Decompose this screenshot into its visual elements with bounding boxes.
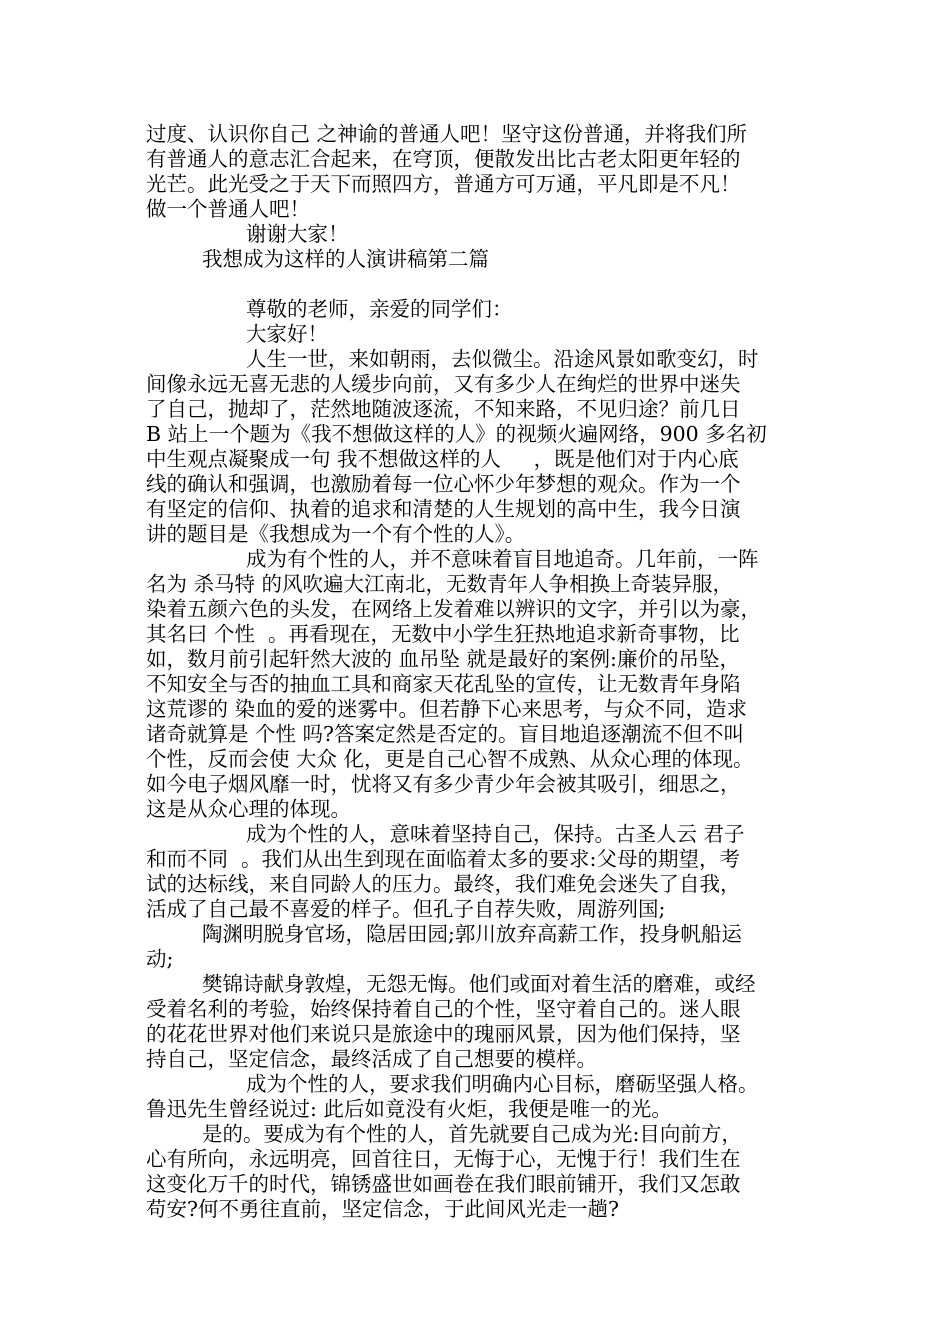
- text-line: 线的确认和强调，也激励着每一位心怀少年梦想的观众。作为一个: [146, 472, 741, 496]
- text-line: 有坚定的信仰、执着的追求和清楚的人生规划的高中生，我今日演: [146, 497, 741, 521]
- text-line: 名为 杀马特 的风吹遍大江南北，无数青年人争相换上奇装异服，: [146, 572, 734, 596]
- text-line: 心有所向，永远明亮，回首往日，无悔于心，无愧于行！我们生在: [146, 1147, 741, 1171]
- text-line: 不知安全与否的抽血工具和商家天花乱坠的宣传，让无数青年身陷: [146, 672, 741, 696]
- text-line: 的花花世界对他们来说只是旅途中的瑰丽风景，因为他们保持，坚: [146, 1022, 741, 1046]
- text-line: 间像永远无喜无悲的人缓步向前，又有多少人在绚烂的世界中迷失: [146, 372, 741, 396]
- text-line: 动;: [146, 947, 174, 971]
- text-line: 人生一世，来如朝雨，去似微尘。沿途风景如歌变幻，时: [246, 347, 759, 371]
- text-line: 个性，反而会使 大众 化，更是自己心智不成熟、从众心理的体现。: [146, 747, 754, 771]
- text-line: 受着名利的考验，始终保持着自己的个性，坚守着自己的。迷人眼: [146, 997, 741, 1021]
- text-line: 和而不同 。我们从出生到现在面临着太多的要求:父母的期望，考: [146, 847, 740, 871]
- text-line: 樊锦诗献身敦煌，无怨无悔。他们或面对着生活的磨难，或经: [202, 972, 756, 996]
- text-line: 染着五颜六色的头发，在网络上发着难以辨识的文字，并引以为豪，: [146, 597, 761, 621]
- greeting: 大家好！: [246, 322, 328, 346]
- text-line: 试的达标线，来自同龄人的压力。最终，我们难免会迷失了自我，: [146, 872, 741, 896]
- text-line: 了自己，抛却了，茫然地随波逐流，不知来路，不见归途？前几日: [146, 397, 741, 421]
- text-line: 如今电子烟风靡一时，忧将又有多少青少年会被其吸引，细思之，: [146, 772, 741, 796]
- text-line: 这变化万千的时代，锦锈盛世如画卷在我们眼前铺开，我们又怎敢: [146, 1172, 741, 1196]
- text-line: 成为个性的人，意味着坚持自己，保持。古圣人云 君子: [246, 822, 745, 846]
- text-line: 这荒谬的 染血的爱的迷雾中。但若静下心来思考，与众不同，造求: [146, 697, 748, 721]
- text-line: 其名曰 个性 。再看现在，无数中小学生狂热地追求新奇事物，比: [146, 622, 740, 646]
- text-line: 陶渊明脱身官场，隐居田园;郭川放弃高薪工作，投身帆船运: [202, 922, 742, 946]
- text-line: 成为个性的人，要求我们明确内心目标，磨砺坚强人格。: [246, 1072, 759, 1096]
- text-line: 诸奇就算是 个性 吗?答案定然是否定的。盲目地追逐潮流不但不叫: [146, 722, 745, 746]
- text-line: 如，数月前引起轩然大波的 血吊坠 就是最好的案例:廉价的吊坠，: [146, 647, 740, 671]
- salutation: 尊敬的老师，亲爱的同学们：: [246, 297, 513, 321]
- text-line: 是的。要成为有个性的人，首先就要自己成为光:目向前方，: [202, 1122, 742, 1146]
- text-line: 中生观点凝聚成一句 我不想做这样的人 ，既是他们对于内心底: [146, 447, 739, 471]
- text-line: 有普通人的意志汇合起来，在穹顶，便散发出比古老太阳更年轻的: [146, 147, 741, 171]
- text-line: 苟安?何不勇往直前，坚定信念，于此间风光走一趟?: [146, 1197, 619, 1221]
- section-title: 我想成为这样的人演讲稿第二篇: [202, 247, 489, 271]
- text-line: 成为有个性的人，并不意味着盲目地追奇。几年前，一阵: [246, 547, 759, 571]
- text-line: 持自己，坚定信念，最终活成了自己想要的模样。: [146, 1047, 597, 1071]
- text-line: 过度、认识你自己 之神谕的普通人吧！坚守这份普通，并将我们所: [146, 122, 748, 146]
- closing-thanks: 谢谢大家！: [246, 222, 349, 246]
- text-line: 做一个普通人吧！: [146, 197, 310, 221]
- text-line: 讲的题目是《我想成为一个有个性的人》。: [146, 522, 526, 546]
- text-line: 这是从众心理的体现。: [146, 797, 351, 821]
- text-line: 光芒。此光受之于天下而照四方，普通方可万通，平凡即是不凡！: [146, 172, 741, 196]
- text-line: 活成了自己最不喜爱的样子。但孔子自荐失败，周游列国;: [146, 897, 666, 921]
- text-line: B 站上一个题为《我不想做这样的人》的视频火遍网络，900 多名初: [146, 422, 767, 446]
- text-line: 鲁迅先生曾经说过: 此后如竟没有火炬，我便是唯一的光。: [146, 1097, 672, 1121]
